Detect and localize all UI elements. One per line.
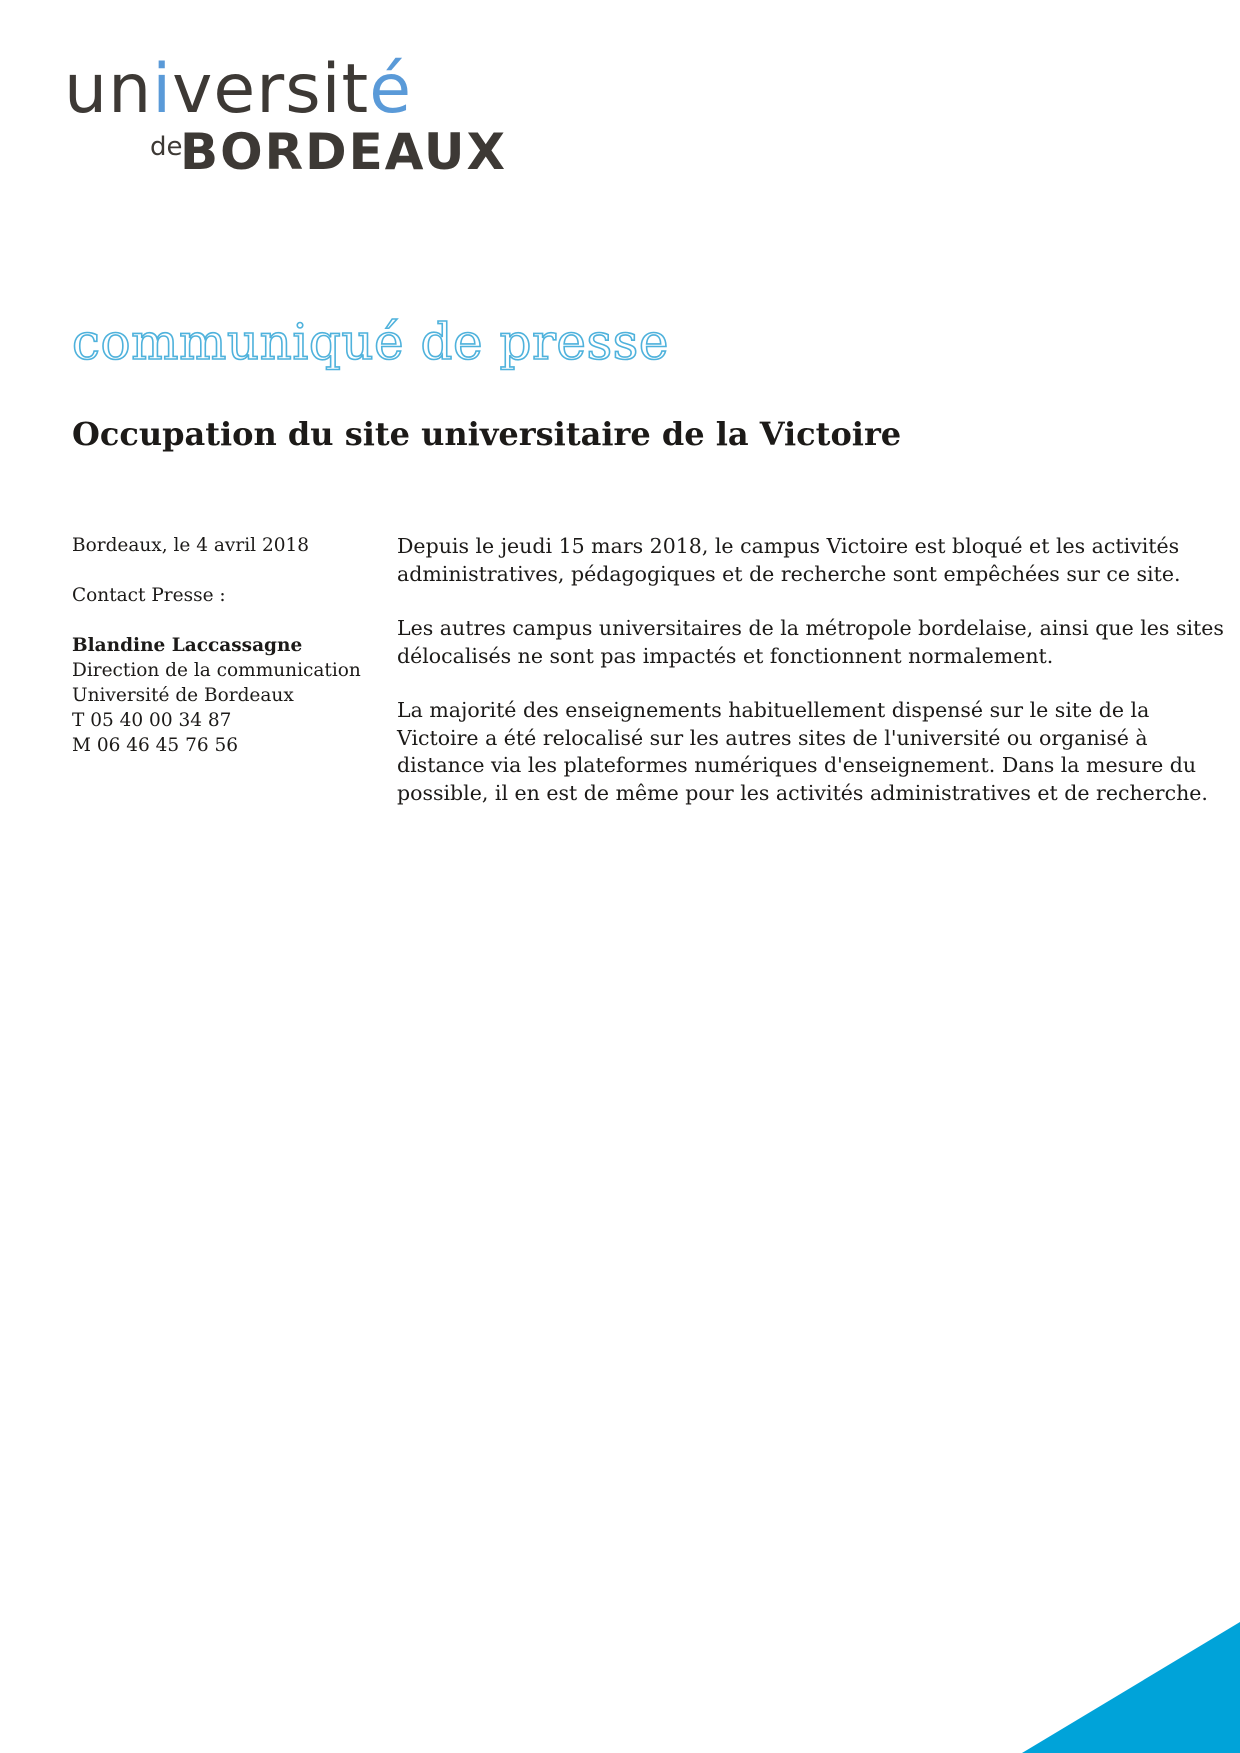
body-line: Depuis le jeudi 15 mars 2018, le campus Victoire est bloqué et les activités [397,534,1180,558]
document-kicker: communiqué de presse [72,313,669,371]
university-logo [64,50,508,181]
contact-organization: Université de Bordeaux [72,685,294,706]
press-release-body [397,533,1224,834]
body-line: Victoire a été relocalisé sur les autres sites de l'université ou organisé à [397,725,1148,750]
logo-wordmark-bordeaux: BORDEAUX [180,123,508,181]
body-line: délocalisés ne sont pas impactés et fonctionnent normalement. [397,643,1054,668]
contact-department: Direction de la communication [72,660,361,681]
contact-label: Contact Presse : [72,585,226,606]
body-paragraph-1 [397,533,1181,588]
body-paragraph-2 [397,615,1224,670]
logo-wordmark-universite [64,50,412,130]
body-paragraph-3 [397,697,1208,807]
logo-wordmark-text: université [64,50,413,129]
logo-wordmark-de: de [150,132,183,162]
document-headline: Occupation du site universitaire de la Victoire [72,415,902,453]
body-line: Les autres campus universitaires de la métropole bordelaise, ainsi que les sites [397,616,1224,640]
contact-phone: T 05 40 00 34 87 [72,710,232,731]
body-line: La majorité des enseignements habituellement dispensé sur le site de la [397,698,1150,722]
body-line: possible, il en est de même pour les activités administratives et de recherche. [397,780,1208,805]
press-release-date: Bordeaux, le 4 avril 2018 [72,535,310,556]
contact-mobile: M 06 46 45 76 56 [72,735,239,756]
body-line: administratives, pédagogiques et de recherche sont empêchées sur ce site. [397,561,1181,586]
contact-sidebar [72,533,372,758]
body-line: distance via les plateformes numériques d'enseignement. Dans la mesure du [397,753,1197,777]
contact-name: Blandine Laccassagne [72,635,303,656]
corner-triangle-decoration [1022,1622,1240,1753]
